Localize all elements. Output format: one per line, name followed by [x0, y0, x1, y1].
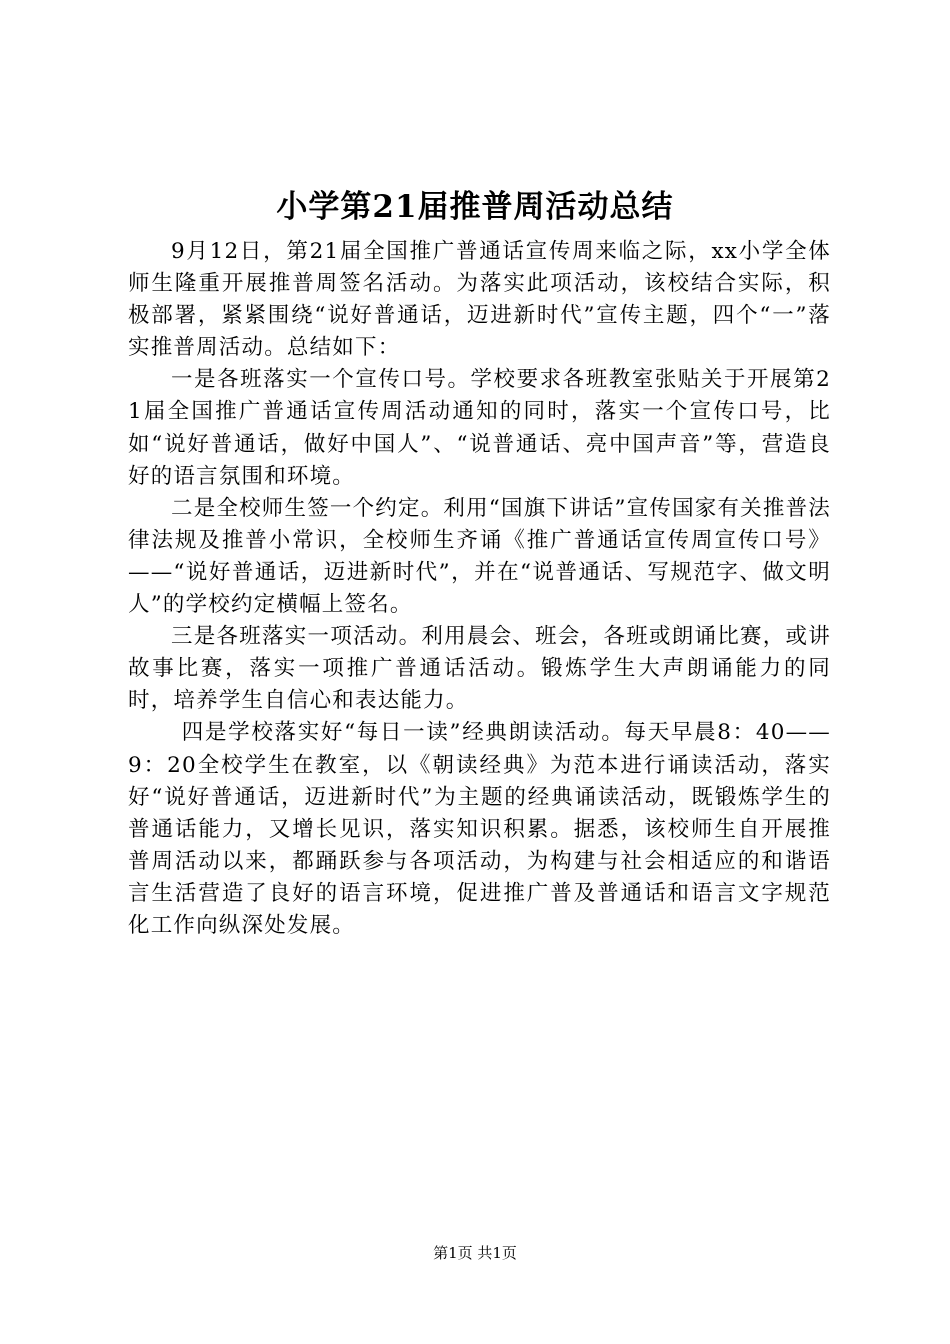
- page-number: 第1页: [433, 1244, 473, 1262]
- document-title: 小学第21届推普周活动总结: [276, 189, 674, 225]
- paragraph-activity: 三是各班落实一项活动。利用晨会、班会，各班或朗诵比赛，或讲故事比赛，落实一项推广普通话活动。锻炼学生大声朗诵能力的同时，培养学生自信心和表达能力。: [128, 624, 831, 714]
- document-body: [128, 236, 831, 942]
- page-total: 共1页: [477, 1244, 517, 1262]
- paragraph-intro: 9月12日，第21届全国推广普通话宣传周来临之际，xx小学全体师生隆重开展推普周签名活动。为落实此项活动，该校结合实际，积极部署，紧紧围绕“说好普通话，迈进新时代”宣传主题，四个“一”落实推普周活动。总结如下：: [128, 239, 831, 361]
- paragraph-agreement: 二是全校师生签一个约定。利用“国旗下讲话”宣传国家有关推普法律法规及推普小常识，全校师生齐诵《推广普通话宣传周宣传口号》——“说好普通话，迈进新时代”，并在“说普通话、写规范字、做文明人”的学校约定横幅上签名。: [128, 495, 831, 618]
- paragraph-daily-reading: 四是学校落实好“每日一读”经典朗读活动。每天早晨8：40——9：20全校学生在教室，以《朝读经典》为范本进行诵读活动，落实好“说好普通话，迈进新时代”为主题的经典诵读活动，既锻炼学生的普通话能力，又增长见识，落实知识积累。据悉，该校师生自开展推普周活动以来，都踊跃参与各项活动，为构建与社会相适应的和谐语言生活营造了良好的语言环境，促进推广普及普通话和语言文字规范化工作向纵深处发展。: [128, 720, 831, 938]
- page-footer: [0, 1242, 950, 1264]
- paragraph-slogan: 一是各班落实一个宣传口号。学校要求各班教室张贴关于开展第21届全国推广普通话宣传周活动通知的同时，落实一个宣传口号，比如“说好普通话，做好中国人”、“说普通话、亮中国声音”等，营造良好的语言氛围和环境。: [128, 367, 831, 489]
